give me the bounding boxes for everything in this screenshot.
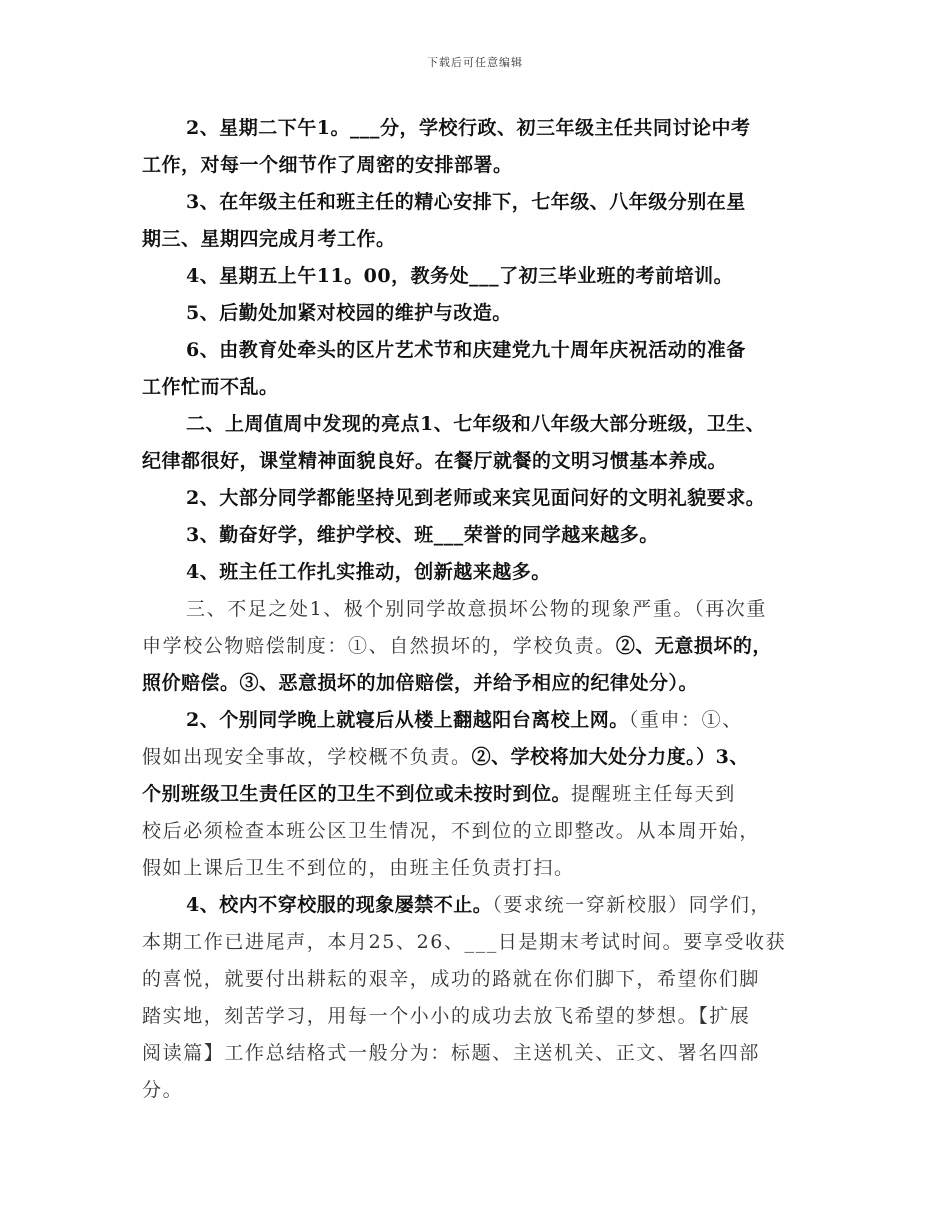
text-line [142, 480, 828, 517]
text-segment: 假如上课后卫生不到位的，由班主任负责打扫。 [142, 857, 575, 879]
bold-text-segment: ②、无意损坏的， [615, 635, 772, 657]
text-line [142, 998, 828, 1035]
text-line [142, 110, 828, 147]
bold-text-segment: 4、班主任工作扎实推动，创新越来越多。 [186, 561, 551, 583]
text-line [142, 924, 828, 961]
bold-text-segment: 工作，对每一个细节作了周密的安排部署。 [142, 154, 513, 176]
text-line [142, 443, 828, 480]
text-line [142, 295, 828, 332]
text-line [142, 554, 828, 591]
bold-text-segment: 4、校内不穿校服的现象屡禁不止。 [186, 894, 493, 916]
text-segment: 提醒班主任每天到 [571, 783, 736, 805]
bold-text-segment: 2、大部分同学都能坚持见到老师或来宾见面问好的文明礼貌要求。 [186, 487, 766, 509]
text-segment: 本期工作已进尾声，本月25、26、___日是期末考试时间。要享受收获 [142, 931, 787, 953]
text-line [142, 591, 828, 628]
text-line [142, 887, 828, 924]
text-line [142, 850, 828, 887]
text-segment: 的喜悦，就要付出耕耘的艰辛，成功的路就在你们脚下，希望你们脚 [142, 968, 761, 990]
text-line [142, 665, 828, 702]
text-line [142, 184, 828, 221]
text-segment: 假如出现安全事故，学校概不负责。 [142, 746, 472, 768]
text-segment: （重申：①、 [628, 709, 743, 731]
text-line [142, 332, 828, 369]
text-segment: 分。 [142, 1079, 184, 1101]
text-line [142, 369, 828, 406]
bold-text-segment: ②、学校将加大处分力度。）3、 [471, 746, 749, 768]
text-line [142, 406, 828, 443]
text-line [142, 961, 828, 998]
text-line [142, 776, 828, 813]
text-line [142, 517, 828, 554]
bold-text-segment: 3、在年级主任和班主任的精心安排下，七年级、八年级分别在星 [186, 191, 746, 213]
bold-text-segment: 纪律都很好，课堂精神面貌良好。在餐厅就餐的文明习惯基本养成。 [142, 450, 728, 472]
text-line [142, 258, 828, 295]
text-segment: 三、不足之处1、极个别同学故意损坏公物的现象严重。（再次重 [186, 598, 767, 620]
document-body [142, 110, 828, 1109]
text-segment: （要求统一穿新校服）同学们， [492, 894, 772, 916]
bold-text-segment: 6、由教育处牵头的区片艺术节和庆建党九十周年庆祝活动的准备 [186, 339, 746, 361]
bold-text-segment: 照价赔偿。③、恶意损坏的加倍赔偿，并给予相应的纪律处分）。 [142, 672, 699, 694]
bold-text-segment: 个别班级卫生责任区的卫生不到位或未按时到位。 [142, 783, 572, 805]
bold-text-segment: 二、上周值周中发现的亮点1、七年级和八年级大部分班级，卫生、 [186, 413, 766, 435]
text-segment: 校后必须检查本班公区卫生情况，不到位的立即整改。从本周开始， [142, 820, 761, 842]
text-line [142, 1035, 828, 1072]
text-line [142, 1072, 828, 1109]
text-segment: 阅读篇】工作总结格式一般分为：标题、主送机关、正文、署名四部 [142, 1042, 761, 1064]
text-line [142, 147, 828, 184]
text-line [142, 628, 828, 665]
bold-text-segment: 2、星期二下午1。___分，学校行政、初三年级主任共同讨论中考 [186, 117, 751, 139]
text-segment: 申学校公物赔偿制度：①、自然损坏的，学校负责。 [142, 635, 616, 657]
text-line [142, 702, 828, 739]
bold-text-segment: 5、后勤处加紧对校园的维护与改造。 [186, 302, 512, 324]
text-line [142, 813, 828, 850]
bold-text-segment: 2、个别同学晚上就寝后从楼上翻越阳台离校上网。 [186, 709, 629, 731]
bold-text-segment: 期三、星期四完成月考工作。 [142, 228, 396, 250]
text-line [142, 221, 828, 258]
bold-text-segment: 4、星期五上午11。00，教务处___了初三毕业班的考前培训。 [186, 265, 734, 287]
text-line [142, 739, 828, 776]
page-header: 下载后可任意编辑 [427, 56, 523, 69]
text-segment: 踏实地，刻苦学习，用每一个小小的成功去放飞希望的梦想。【扩展 [142, 1005, 751, 1027]
bold-text-segment: 工作忙而不乱。 [142, 376, 279, 398]
bold-text-segment: 3、勤奋好学，维护学校、班___荣誉的同学越来越多。 [186, 524, 659, 546]
